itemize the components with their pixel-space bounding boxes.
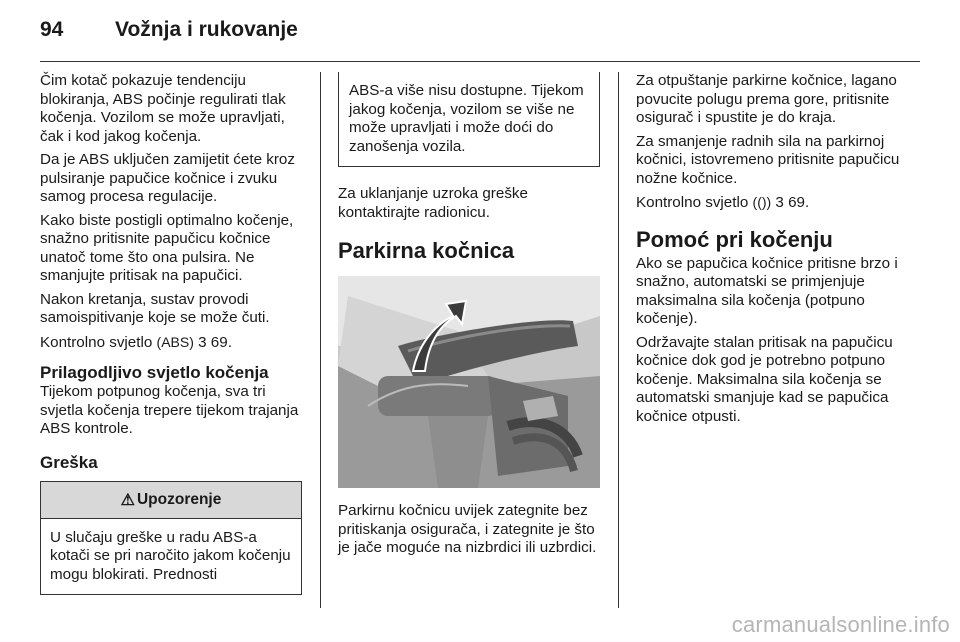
column-divider-2 (618, 72, 619, 608)
parking-brake-image (338, 276, 600, 488)
column-3 (636, 72, 900, 431)
adaptive-brake-lights-text: Tijekom potpunog kočenja, sva tri svjetla kočenja trepere tijekom trajanja ABS kontrole. (40, 383, 299, 437)
page-number: 94 (40, 18, 64, 41)
warning-text: U slučaju greške u radu ABS-a kotači se pri naročito jakom kočenju mogu blokirati. Prednosti (50, 528, 291, 583)
warning-box-continued (338, 72, 600, 167)
abs-paragraph-1: Čim kotač pokazuje tendenciju blokiranja, ABS počinje regulirati tlak kočenja. Vozilom se može upravljati, čak i kod jakog kočenja. (40, 72, 286, 145)
fault-heading: Greška (40, 452, 98, 472)
reduce-force-text: Za smanjenje radnih sila na parkirnoj kočnici, istovremeno pritisnite papučicu nožne kočnice. (636, 132, 900, 187)
page-ref-link[interactable]: 69. (788, 194, 810, 211)
abs-warning-light-icon: (ABS) (156, 333, 194, 350)
release-parking-brake-text: Za otpuštanje parkirne kočnice, lagano povucite polugu prema gore, pritisnite osigurač i spustite je do kraja. (636, 72, 897, 126)
watermark: carmanualsonline.info (731, 612, 950, 637)
abs-indicator-ref: Kontrolno svjetlo (ABS) 3 69. (40, 333, 232, 351)
parking-brake-heading: Parkirna kočnica (338, 238, 515, 263)
column-divider-1 (320, 72, 321, 608)
warning-triangle-icon: ⚠ (120, 491, 135, 509)
fault-repair-text: Za uklanjanje uzroka greške kontaktirajte radionicu. (338, 185, 528, 221)
column-1 (40, 72, 302, 595)
page-ref-link[interactable]: 69. (210, 333, 232, 351)
abs-paragraph-2: Da je ABS uključen zamijetit ćete kroz pulsiranje papučice kočnice i zvuku samog procesa regulacije. (40, 151, 295, 205)
warning-box (40, 481, 302, 596)
brake-assist-heading: Pomoć pri kočenju (636, 226, 833, 252)
warning-title: Upozorenje (136, 490, 222, 508)
page-title: Vožnja i rukovanje (115, 18, 298, 41)
column-2 (338, 72, 600, 563)
parking-indicator-ref: Kontrolno svjetlo (()) 3 69. (636, 194, 810, 211)
abs-paragraph-4: Nakon kretanja, sustav provodi samoispitivanje koje se može čuti. (40, 290, 270, 326)
adaptive-brake-lights-heading: Prilagodljivo svjetlo kočenja (40, 363, 269, 382)
brake-warning-light-icon: (()) (752, 194, 772, 210)
brake-assist-text-2: Održavajte stalan pritisak na papučicu kočnice dok god je potrebno potpuno kočenje. Maksimalna sila kočenja se automatski smanjuje kad se papučica kočnice otpusti. (636, 333, 893, 425)
parking-brake-text: Parkirnu kočnicu uvijek zategnite bez pritiskanja osigurača, i zategnite je što je jače moguće na nizbrdici ili uzbrdici. (338, 502, 597, 556)
warning-text-continued: ABS-a više nisu dostupne. Tijekom jakog kočenja, vozilom se više ne može upravljati i može doći do zanošenja vozila. (349, 82, 584, 155)
page-ref-arrow-icon: 3 (198, 333, 207, 351)
abs-paragraph-3: Kako biste postigli optimalno kočenje, snažno pritisnite papučicu kočnice unatoč tome što ona pulsira. Ne smanjujte pritisak na papučici. (40, 211, 294, 284)
brake-assist-text-1: Ako se papučica kočnice pritisne brzo i snažno, automatski se primjenjuje maksimalna sila kočenja (potpuno kočenje). (636, 254, 898, 327)
page-ref-arrow-icon: 3 (775, 194, 784, 211)
warning-header (41, 481, 301, 519)
page-header (40, 18, 920, 62)
